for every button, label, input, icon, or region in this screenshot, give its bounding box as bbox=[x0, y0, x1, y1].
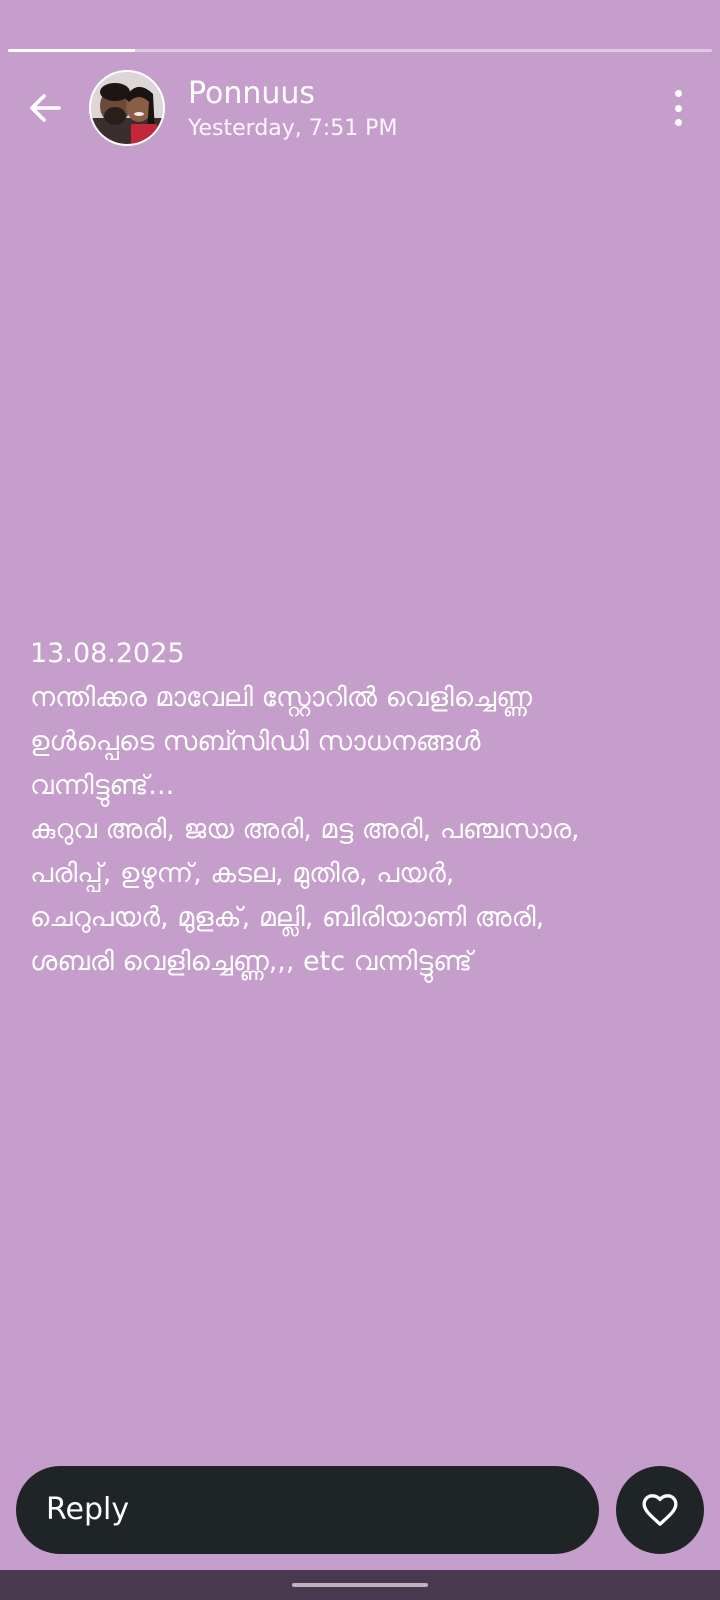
more-vertical-icon-dot bbox=[675, 105, 682, 112]
story-line: ഉൾപ്പെടെ സബ്സിഡി സാധനങ്ങൾ bbox=[30, 726, 481, 757]
arrow-left-icon bbox=[25, 88, 65, 128]
more-vertical-icon-dot bbox=[675, 119, 682, 126]
story-timestamp: Yesterday, 7:51 PM bbox=[188, 116, 398, 141]
more-vertical-icon bbox=[675, 90, 682, 97]
story-text bbox=[30, 632, 700, 984]
avatar[interactable] bbox=[89, 70, 165, 146]
system-nav-bar bbox=[0, 1570, 720, 1600]
story-line: ശബരി വെളിച്ചെണ്ണ,,, etc വന്നിട്ടുണ്ട് bbox=[30, 946, 473, 977]
story-line: നന്തിക്കര മാവേലി സ്റ്റോറിൽ വെളിച്ചെണ്ണ bbox=[30, 682, 532, 713]
story-line: ചെറുപയർ, മുളക്, മല്ലി, ബിരിയാണി അരി, bbox=[30, 902, 545, 933]
story-line: 13.08.2025 bbox=[30, 638, 185, 669]
like-button[interactable] bbox=[616, 1466, 704, 1554]
home-indicator[interactable] bbox=[292, 1583, 428, 1587]
reply-input[interactable] bbox=[16, 1466, 599, 1554]
story-progress-bar bbox=[8, 49, 712, 52]
avatar-photo bbox=[91, 72, 163, 144]
story-line: കുറുവ അരി, ജയ അരി, മട്ട അരി, പഞ്ചസാര, bbox=[30, 814, 580, 845]
story-line: വന്നിട്ടുണ്ട്... bbox=[30, 770, 175, 801]
contact-name[interactable]: Ponnuus bbox=[188, 76, 316, 111]
story-line: പരിപ്പ്, ഉഴുന്ന്, കടല, മുതിര, പയർ, bbox=[30, 858, 455, 889]
story-header bbox=[0, 70, 720, 148]
back-button[interactable] bbox=[22, 85, 68, 131]
heart-icon bbox=[640, 1490, 680, 1530]
more-options-button[interactable] bbox=[666, 88, 690, 128]
reply-placeholder: Reply bbox=[46, 1492, 130, 1527]
story-progress-fill bbox=[8, 49, 135, 52]
story-progress-segment bbox=[8, 49, 712, 52]
